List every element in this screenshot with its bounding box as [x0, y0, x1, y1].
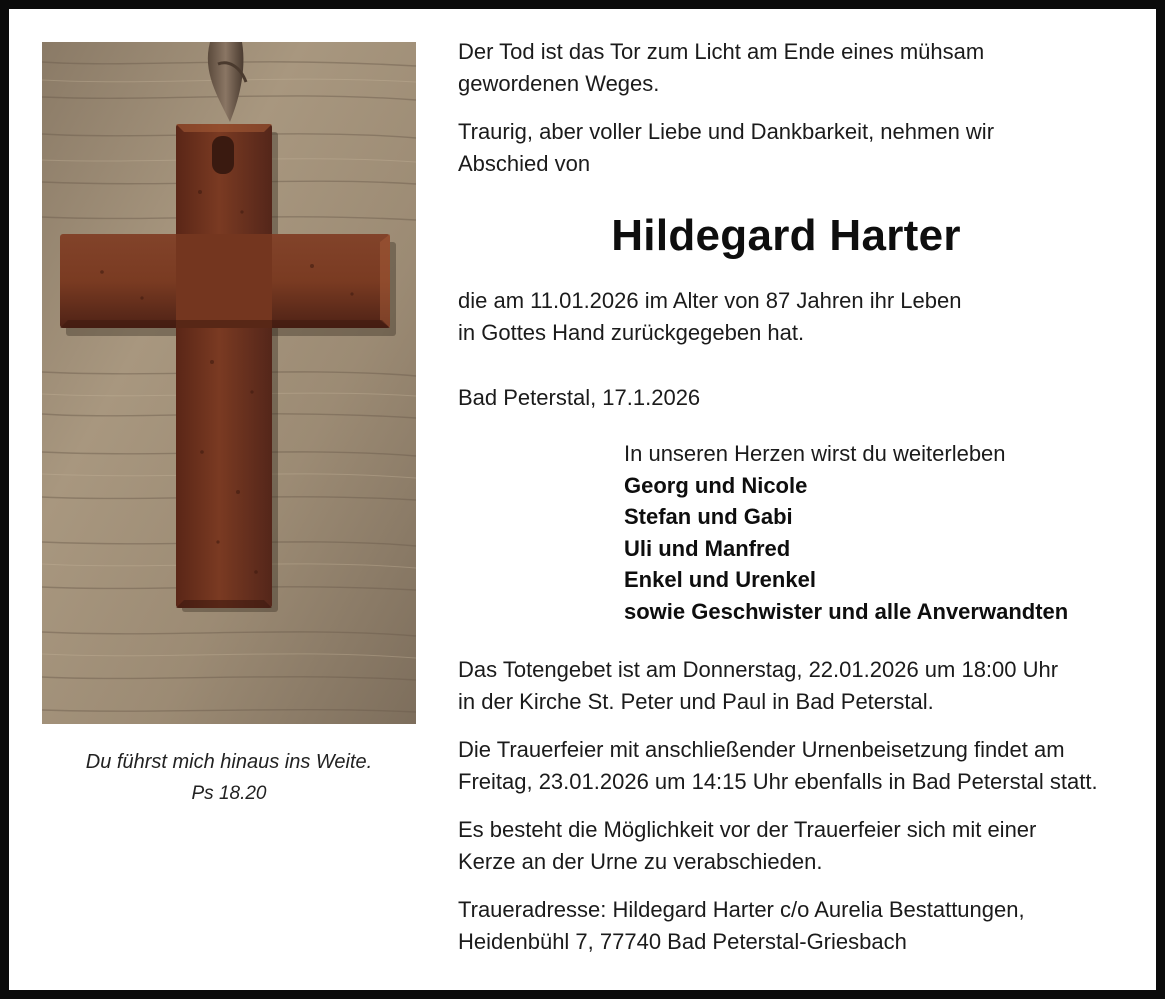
- intro-line-1: Der Tod ist das Tor zum Licht am Ende eines mühsam: [458, 39, 985, 64]
- intro-text: [458, 36, 1138, 100]
- candle-info: [458, 814, 1138, 878]
- quote-text: Du führst mich hinaus ins Weite.: [85, 751, 373, 773]
- intro-line-2: gewordenen Weges.: [458, 71, 660, 96]
- farewell-line-2: Abschied von: [458, 151, 591, 176]
- funeral-info: [458, 734, 1138, 798]
- deceased-name: Hildegard Harter: [611, 211, 961, 260]
- farewell-line-1: Traurig, aber voller Liebe und Dankbarkeit, nehmen wir: [458, 119, 995, 144]
- death-notice-line-1: die am 11.01.2026 im Alter von 87 Jahren ihr Leben: [458, 288, 962, 313]
- quote-source: Ps 18.20: [191, 783, 267, 804]
- candle-line-2: Kerze an der Urne zu verabschieden.: [458, 849, 823, 874]
- candle-line-1: Es besteht die Möglichkeit vor der Trauerfeier sich mit einer: [458, 817, 1037, 842]
- prayer-info: [458, 654, 1138, 718]
- prayer-line-1: Das Totengebet ist am Donnerstag, 22.01.2026 um 18:00 Uhr: [458, 657, 1059, 682]
- mourner-name: sowie Geschwister und alle Anverwandten: [624, 598, 1069, 624]
- mourners-heading: In unseren Herzen wirst du weiterleben: [624, 441, 1006, 466]
- wooden-cross-image: [42, 42, 416, 724]
- address-line-2: Heidenbühl 7, 77740 Bad Peterstal-Griesbach: [458, 929, 907, 954]
- bible-quote: [42, 746, 416, 810]
- mourner-name: Uli und Manfred: [624, 535, 791, 561]
- mourning-address: [458, 894, 1138, 958]
- mourner-name: Enkel und Urenkel: [624, 567, 816, 592]
- prayer-line-2: in der Kirche St. Peter und Paul in Bad Peterstal.: [458, 689, 934, 714]
- death-notice-line-2: in Gottes Hand zurückgegeben hat.: [458, 320, 805, 345]
- place-date-text: Bad Peterstal, 17.1.2026: [458, 385, 701, 410]
- farewell-text: [458, 116, 1138, 180]
- funeral-line-1: Die Trauerfeier mit anschließender Urnenbeisetzung findet am: [458, 737, 1065, 762]
- funeral-line-2: Freitag, 23.01.2026 um 14:15 Uhr ebenfalls in Bad Peterstal statt.: [458, 769, 1098, 794]
- place-date: [458, 382, 1138, 414]
- mourner-name: Georg und Nicole: [624, 472, 808, 498]
- address-line-1: Traueradresse: Hildegard Harter c/o Aurelia Bestattungen,: [458, 897, 1025, 922]
- mourners-block: [624, 438, 1144, 627]
- death-notice: [458, 285, 1138, 349]
- mourner-name: Stefan und Gabi: [624, 504, 793, 529]
